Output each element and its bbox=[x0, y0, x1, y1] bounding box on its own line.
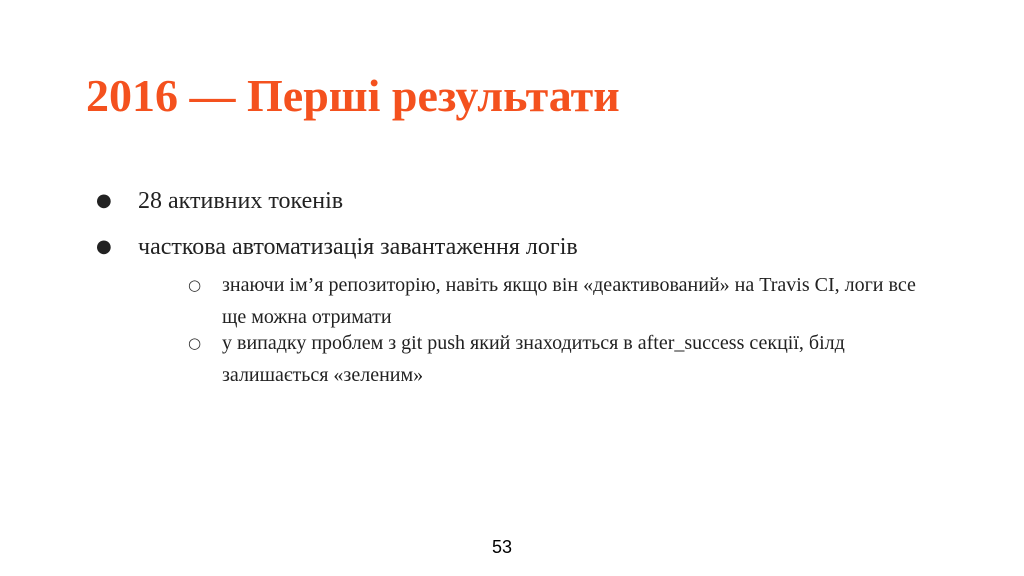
bullet-item bbox=[96, 183, 936, 219]
sub-bullet-item bbox=[188, 327, 942, 391]
page-number: 53 bbox=[491, 537, 513, 557]
sub-bullet-marker: ○ bbox=[188, 334, 202, 352]
bullet-item bbox=[96, 229, 936, 265]
slide-title: 2016 — Перші результати bbox=[86, 70, 620, 121]
bullet-marker: ● bbox=[96, 236, 112, 257]
bullet-list bbox=[96, 183, 936, 391]
bullet-text: 28 активних токенів bbox=[138, 188, 344, 214]
bullet-text: часткова автоматизація завантаження логів bbox=[138, 234, 578, 260]
sub-bullet-item bbox=[188, 269, 942, 333]
sub-bullet-text: знаючи ім’я репозиторію, навіть якщо він «деактивований» на Travis CI, логи все ще можна отримати bbox=[222, 274, 916, 328]
bullet-marker: ● bbox=[96, 190, 112, 211]
sub-bullet-marker: ○ bbox=[188, 276, 202, 294]
sub-bullet-text: у випадку проблем з git push який знаходиться в after_success секції, білд залишається «зеленим» bbox=[222, 332, 845, 386]
